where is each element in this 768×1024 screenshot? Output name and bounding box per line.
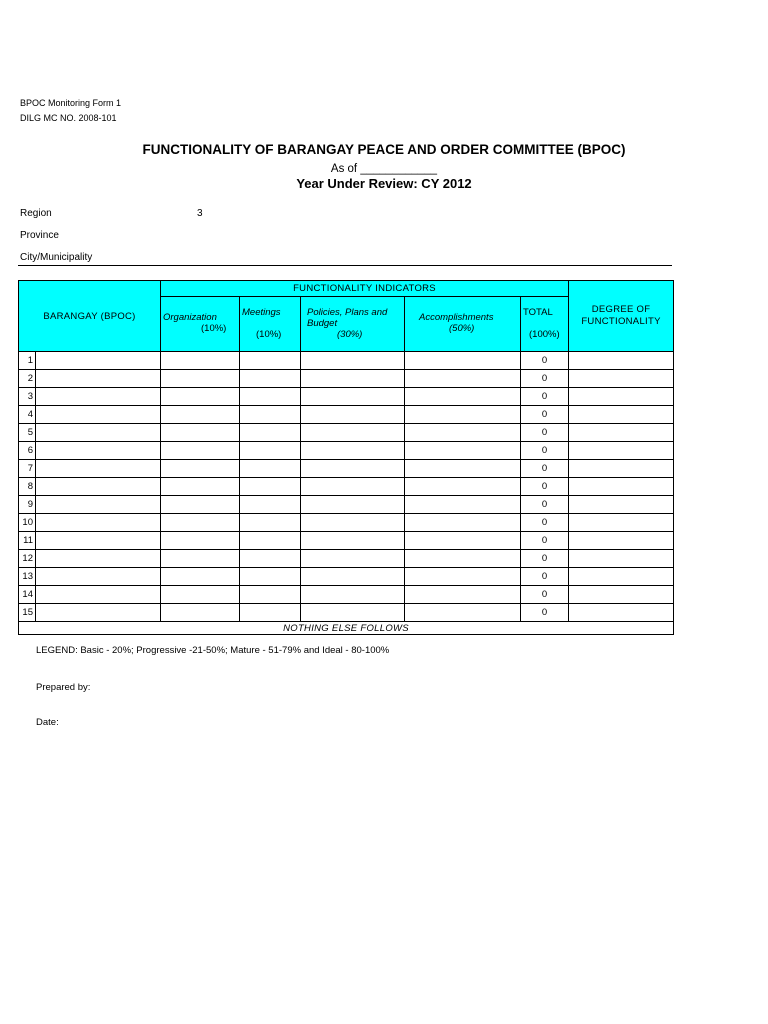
meetings-label: Meetings — [242, 307, 281, 318]
organization-cell[interactable] — [161, 496, 240, 514]
organization-cell[interactable] — [161, 424, 240, 442]
policies-cell[interactable] — [301, 550, 405, 568]
functionality-table — [18, 280, 674, 635]
policies-label: Policies, Plans and Budget — [307, 307, 388, 329]
table-row — [19, 532, 674, 550]
barangay-cell[interactable] — [36, 370, 161, 388]
degree-cell[interactable] — [569, 550, 674, 568]
accomplishments-cell[interactable] — [405, 568, 521, 586]
meetings-percent: (10%) — [256, 329, 282, 340]
barangay-cell[interactable] — [36, 478, 161, 496]
table-row — [19, 352, 674, 370]
policies-cell[interactable] — [301, 496, 405, 514]
as-of-line: As of ____________ — [330, 163, 438, 175]
table-row — [19, 388, 674, 406]
total-cell: 0 — [521, 496, 569, 514]
total-cell: 0 — [521, 370, 569, 388]
degree-cell[interactable] — [569, 388, 674, 406]
meetings-cell[interactable] — [240, 550, 301, 568]
accomplishments-cell[interactable] — [405, 442, 521, 460]
table-footer-row — [19, 622, 674, 635]
row-number: 4 — [19, 406, 36, 424]
accomplishments-cell[interactable] — [405, 514, 521, 532]
policies-cell[interactable] — [301, 442, 405, 460]
legend: LEGEND: Basic - 20%; Progressive -21-50%; Mature - 51-79% and Ideal - 80-100% — [36, 645, 390, 656]
degree-cell[interactable] — [569, 370, 674, 388]
policies-cell[interactable] — [301, 388, 405, 406]
organization-cell[interactable] — [161, 586, 240, 604]
policies-cell[interactable] — [301, 514, 405, 532]
total-label: TOTAL — [523, 307, 553, 318]
meetings-cell[interactable] — [240, 460, 301, 478]
total-cell: 0 — [521, 424, 569, 442]
accomplishments-header — [405, 297, 521, 352]
row-number: 14 — [19, 586, 36, 604]
barangay-cell[interactable] — [36, 424, 161, 442]
policies-cell[interactable] — [301, 478, 405, 496]
degree-cell[interactable] — [569, 568, 674, 586]
accomplishments-cell[interactable] — [405, 406, 521, 424]
barangay-cell[interactable] — [36, 352, 161, 370]
policies-percent: (30%) — [337, 329, 363, 340]
accomplishments-cell[interactable] — [405, 550, 521, 568]
indicators-header: FUNCTIONALITY INDICATORS — [161, 281, 569, 297]
policies-cell[interactable] — [301, 424, 405, 442]
accomplishments-cell[interactable] — [405, 424, 521, 442]
organization-cell[interactable] — [161, 442, 240, 460]
meetings-cell[interactable] — [240, 604, 301, 622]
degree-cell[interactable] — [569, 604, 674, 622]
barangay-cell[interactable] — [36, 514, 161, 532]
row-number: 6 — [19, 442, 36, 460]
region-value: 3 — [197, 208, 203, 219]
table-row — [19, 478, 674, 496]
barangay-cell[interactable] — [36, 388, 161, 406]
row-number: 1 — [19, 352, 36, 370]
page-title: FUNCTIONALITY OF BARANGAY PEACE AND ORDER COMMITTEE (BPOC) — [142, 142, 626, 157]
total-cell: 0 — [521, 406, 569, 424]
row-number: 3 — [19, 388, 36, 406]
table-row — [19, 424, 674, 442]
degree-cell[interactable] — [569, 424, 674, 442]
organization-cell[interactable] — [161, 388, 240, 406]
meetings-cell[interactable] — [240, 424, 301, 442]
policies-cell[interactable] — [301, 370, 405, 388]
region-label: Region — [20, 208, 52, 219]
policies-cell[interactable] — [301, 568, 405, 586]
row-number: 11 — [19, 532, 36, 550]
barangay-cell[interactable] — [36, 496, 161, 514]
policies-cell[interactable] — [301, 352, 405, 370]
organization-cell[interactable] — [161, 370, 240, 388]
total-header — [521, 297, 569, 352]
organization-cell[interactable] — [161, 532, 240, 550]
policies-cell[interactable] — [301, 586, 405, 604]
organization-cell[interactable] — [161, 460, 240, 478]
row-number: 5 — [19, 424, 36, 442]
table-row — [19, 370, 674, 388]
meetings-cell[interactable] — [240, 568, 301, 586]
policies-cell[interactable] — [301, 532, 405, 550]
degree-cell[interactable] — [569, 496, 674, 514]
degree-cell[interactable] — [569, 532, 674, 550]
meetings-cell[interactable] — [240, 514, 301, 532]
header-divider — [18, 265, 672, 266]
nothing-else-follows: NOTHING ELSE FOLLOWS — [19, 622, 674, 635]
degree-cell[interactable] — [569, 460, 674, 478]
total-cell: 0 — [521, 478, 569, 496]
meetings-cell[interactable] — [240, 388, 301, 406]
table-row — [19, 604, 674, 622]
meetings-cell[interactable] — [240, 442, 301, 460]
accomplishments-cell[interactable] — [405, 586, 521, 604]
barangay-cell[interactable] — [36, 604, 161, 622]
organization-cell[interactable] — [161, 550, 240, 568]
row-number: 8 — [19, 478, 36, 496]
organization-cell[interactable] — [161, 478, 240, 496]
total-cell: 0 — [521, 388, 569, 406]
accomplishments-percent: (50%) — [449, 323, 475, 334]
degree-cell[interactable] — [569, 442, 674, 460]
policies-header — [301, 297, 405, 352]
table-row — [19, 586, 674, 604]
barangay-cell[interactable] — [36, 406, 161, 424]
province-label: Province — [20, 230, 59, 241]
organization-cell[interactable] — [161, 406, 240, 424]
meetings-cell[interactable] — [240, 586, 301, 604]
policies-cell[interactable] — [301, 460, 405, 478]
organization-label: Organization — [163, 312, 217, 323]
total-cell: 0 — [521, 550, 569, 568]
row-number: 13 — [19, 568, 36, 586]
city-label: City/Municipality — [20, 252, 93, 263]
barangay-cell[interactable] — [36, 532, 161, 550]
accomplishments-cell[interactable] — [405, 460, 521, 478]
barangay-cell[interactable] — [36, 460, 161, 478]
barangay-cell[interactable] — [36, 568, 161, 586]
barangay-cell[interactable] — [36, 586, 161, 604]
row-number: 7 — [19, 460, 36, 478]
table-row — [19, 496, 674, 514]
barangay-cell[interactable] — [36, 442, 161, 460]
policies-cell[interactable] — [301, 406, 405, 424]
degree-cell[interactable] — [569, 406, 674, 424]
row-number: 2 — [19, 370, 36, 388]
row-number: 9 — [19, 496, 36, 514]
table-row — [19, 406, 674, 424]
accomplishments-cell[interactable] — [405, 496, 521, 514]
total-cell: 0 — [521, 442, 569, 460]
row-number: 12 — [19, 550, 36, 568]
degree-cell[interactable] — [569, 352, 674, 370]
accomplishments-label: Accomplishments — [419, 312, 494, 323]
table-row — [19, 442, 674, 460]
accomplishments-cell[interactable] — [405, 604, 521, 622]
degree-header — [569, 281, 674, 352]
meetings-cell[interactable] — [240, 406, 301, 424]
meetings-cell[interactable] — [240, 370, 301, 388]
table-row — [19, 514, 674, 532]
accomplishments-cell[interactable] — [405, 532, 521, 550]
total-cell: 0 — [521, 532, 569, 550]
degree-header-label: DEGREE OF FUNCTIONALITY — [581, 304, 661, 327]
degree-cell[interactable] — [569, 514, 674, 532]
degree-cell[interactable] — [569, 478, 674, 496]
organization-cell[interactable] — [161, 604, 240, 622]
table-row — [19, 568, 674, 586]
meetings-cell[interactable] — [240, 496, 301, 514]
accomplishments-cell[interactable] — [405, 352, 521, 370]
total-percent: (100%) — [529, 329, 560, 340]
total-cell: 0 — [521, 568, 569, 586]
meetings-cell[interactable] — [240, 478, 301, 496]
organization-cell[interactable] — [161, 568, 240, 586]
policies-cell[interactable] — [301, 604, 405, 622]
prepared-by-label: Prepared by: — [36, 682, 91, 693]
total-cell: 0 — [521, 352, 569, 370]
form-name: BPOC Monitoring Form 1 — [20, 98, 122, 108]
organization-percent: (10%) — [201, 323, 227, 334]
organization-header — [161, 297, 240, 352]
meetings-cell[interactable] — [240, 352, 301, 370]
total-cell: 0 — [521, 460, 569, 478]
total-cell: 0 — [521, 514, 569, 532]
row-number: 10 — [19, 514, 36, 532]
organization-cell[interactable] — [161, 514, 240, 532]
total-cell: 0 — [521, 586, 569, 604]
accomplishments-cell[interactable] — [405, 478, 521, 496]
date-label: Date: — [36, 717, 59, 728]
meetings-header — [240, 297, 301, 352]
barangay-cell[interactable] — [36, 550, 161, 568]
row-number: 15 — [19, 604, 36, 622]
barangay-header: BARANGAY (BPOC) — [19, 281, 161, 352]
accomplishments-cell[interactable] — [405, 370, 521, 388]
memo-number: DILG MC NO. 2008-101 — [20, 113, 117, 123]
table-row — [19, 460, 674, 478]
table-row — [19, 550, 674, 568]
total-cell: 0 — [521, 604, 569, 622]
accomplishments-cell[interactable] — [405, 388, 521, 406]
degree-cell[interactable] — [569, 586, 674, 604]
meetings-cell[interactable] — [240, 532, 301, 550]
organization-cell[interactable] — [161, 352, 240, 370]
year-under-review: Year Under Review: CY 2012 — [296, 176, 472, 191]
